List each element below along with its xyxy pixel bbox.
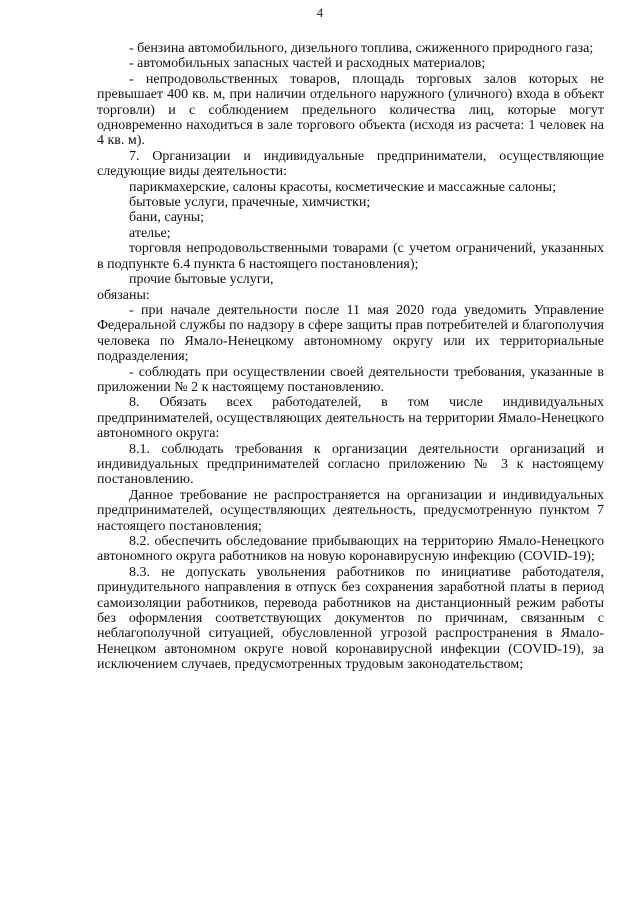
paragraph: - бензина автомобильного, дизельного топлива, сжиженного природного газа; [129,41,594,56]
paragraph: бытовые услуги, прачечные, химчистки; [129,195,371,211]
paragraph: бани, сауны; [129,210,204,226]
paragraph: ателье; [129,225,171,241]
paragraph: 8.1. соблюдать требования к организации деятельности организаций и индивидуальных предпринимателей согласно приложению № 3 к настоящему постановлению. [97,441,604,488]
paragraph: Данное требование не распространяется на организации и индивидуальных предпринимателей, осуществляющих деятельность, предусмотренную пунктом 7 настоящего постановления; [97,487,604,534]
paragraph: 8.3. не допускать увольнения работников по инициативе работодателя, принудительного направления в отпуск без сохранения заработной платы в период самоизоляции работников, перевода работников на дистанционный режим работы без оформления соответствующих документов по причинам, связанным с неблагополучной ситуацией, обусловленной угрозой распространения в Ямало-Ненецком автономном округе новой коронавирусной инфекции (COVID-19), за исключением случаев, предусмотренных трудовым законодательством; [97,564,604,673]
paragraph: прочие бытовые услуги, [129,272,274,288]
paragraph: торговля непродовольственными товарами (с учетом ограничений, указанных в подпункте 6.4 пункта 6 настоящего постановления); [97,241,604,272]
document-body [97,41,604,673]
paragraph: парикмахерские, салоны красоты, косметические и массажные салоны; [129,179,556,195]
paragraph: - автомобильных запасных частей и расходных материалов; [129,56,486,72]
paragraph: обязаны: [97,287,150,303]
paragraph: - непродовольственных товаров, площадь торговых залов которых не превышает 400 кв. м, при наличии отдельного наружного (уличного) входа в объект торговли) и с соблюдением предельного количества лиц, которые могут одновременно находиться в зале торгового объекта (исходя из расчета: 1 человек на 4 кв. м). [97,71,604,149]
paragraph: 8.2. обеспечить обследование прибывающих на территорию Ямало-Ненецкого автономного округа работников на новую коронавирусную инфекцию (COVID-19); [97,534,604,565]
paragraph: 7. Организации и индивидуальные предприниматели, осуществляющие следующие виды деятельности: [97,148,604,180]
paragraph: - при начале деятельности после 11 мая 2020 года уведомить Управление Федеральной службы по надзору в сфере защиты прав потребителей и благополучия человека по Ямало-Ненецкому автономному округу или их территориальные подразделения; [97,302,604,365]
paragraph: 8. Обязать всех работодателей, в том числе индивидуальных предпринимателей, осуществляющих деятельность на территории Ямало-Ненецкого автономного округа: [97,395,604,442]
page-number: 4 [316,6,324,20]
paragraph: - соблюдать при осуществлении своей деятельности требования, указанные в приложении № 2 к настоящему постановлению. [97,364,604,395]
